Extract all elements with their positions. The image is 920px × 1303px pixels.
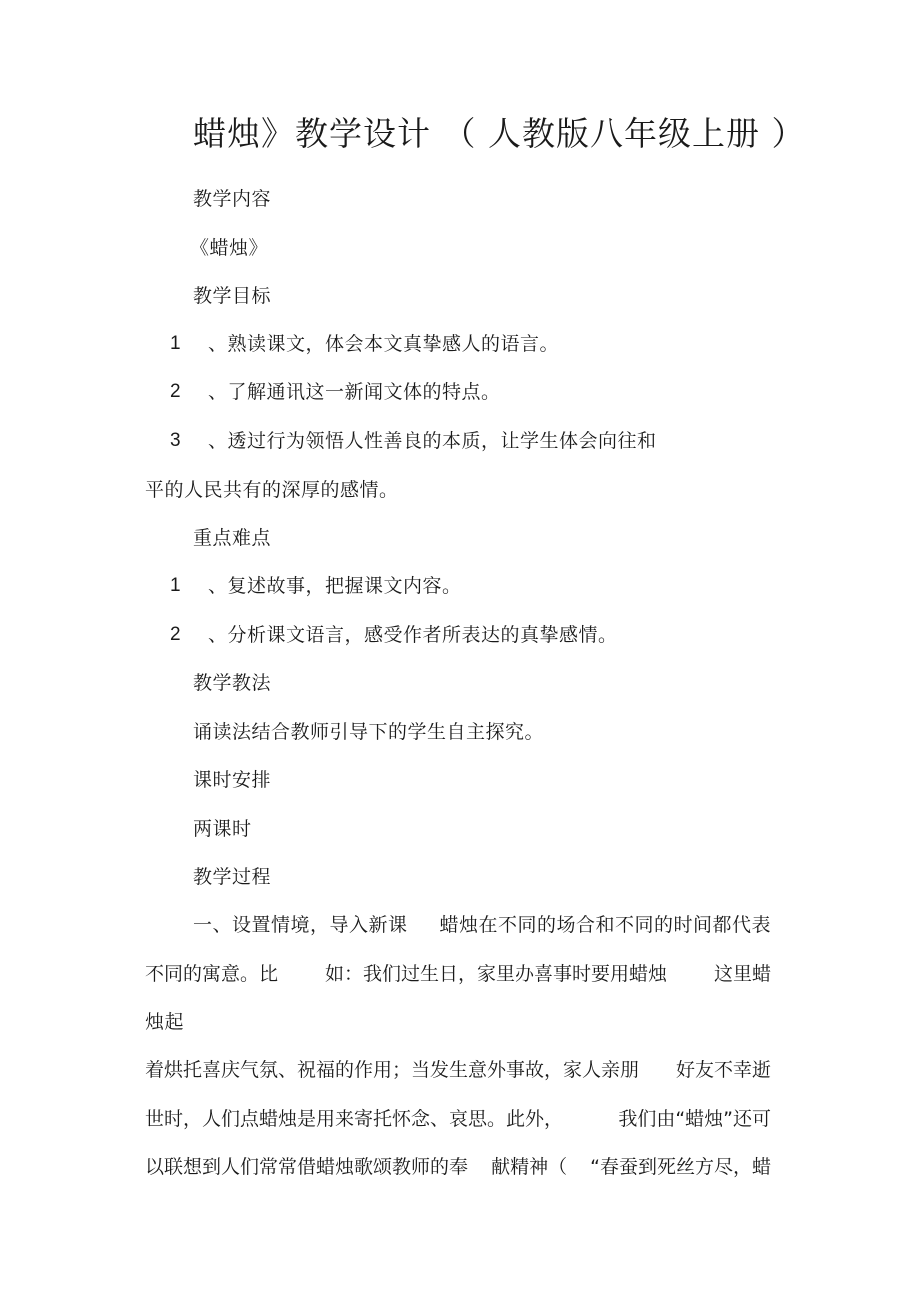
goal-text: 、了解通讯这一新闻文体的特点。 [208, 381, 501, 403]
text-run: 以联想到人们常常借蜡烛歌颂教师的奉 [145, 1156, 469, 1178]
text-run: 世时，人们点蜡烛是用来寄托怀念、哀思。此外， [145, 1108, 564, 1130]
section-heading-method: 教学教法 [193, 672, 272, 694]
key-point-number: 1 [170, 575, 181, 596]
paragraph-line [145, 962, 771, 986]
text-run: 好友不幸逝 [675, 1059, 771, 1081]
text-run: 献精神（ [491, 1156, 568, 1178]
text-run: 如：我们过生日，家里办喜事时要用蜡烛 [324, 963, 667, 985]
goal-number: 3 [170, 430, 181, 451]
goal-number: 2 [170, 381, 181, 402]
text-run: 着烘托喜庆气氛、祝福的作用；当发生意外事故，家人亲朋 [145, 1059, 640, 1081]
paragraph-line: 烛起 [145, 1011, 185, 1033]
key-point-text: 、分析课文语言，感受作者所表达的真挚感情。 [208, 624, 618, 646]
content-text: 《蜡烛》 [190, 237, 269, 259]
key-point-number: 2 [170, 624, 181, 645]
text-run: 这里蜡 [713, 963, 771, 985]
document-title: 蜡烛》教学设计 （ 人教版八年级上册 ） [193, 114, 806, 153]
section-heading-schedule: 课时安排 [193, 769, 272, 791]
paragraph-line [145, 1155, 771, 1179]
goal-number: 1 [170, 333, 181, 354]
text-run: “春蚕到死丝方尽，蜡 [590, 1156, 771, 1178]
goal-text: 、熟读课文，体会本文真挚感人的语言。 [208, 333, 560, 355]
text-run: 蜡烛在不同的场合和不同的时间都代表 [439, 914, 771, 936]
section-heading-key-points: 重点难点 [193, 527, 272, 549]
text-run: 不同的寓意。比 [145, 963, 279, 985]
section-heading-goals: 教学目标 [193, 285, 272, 307]
key-point-text: 、复述故事，把握课文内容。 [208, 575, 462, 597]
paragraph-line [145, 1058, 771, 1082]
text-run: 我们由“蜡烛”还可 [618, 1108, 771, 1130]
goal-continuation: 平的人民共有的深厚的感情。 [145, 479, 399, 501]
method-text: 诵读法结合教师引导下的学生自主探究。 [193, 721, 545, 743]
section-heading-process: 教学过程 [193, 866, 272, 888]
paragraph-line [193, 913, 771, 937]
paragraph-line [145, 1107, 771, 1131]
schedule-text: 两课时 [193, 818, 252, 840]
goal-text: 、透过行为领悟人性善良的本质，让学生体会向往和 [208, 430, 657, 452]
text-run: 一、设置情境，导入新课 [193, 914, 408, 936]
section-heading-content: 教学内容 [193, 188, 272, 210]
